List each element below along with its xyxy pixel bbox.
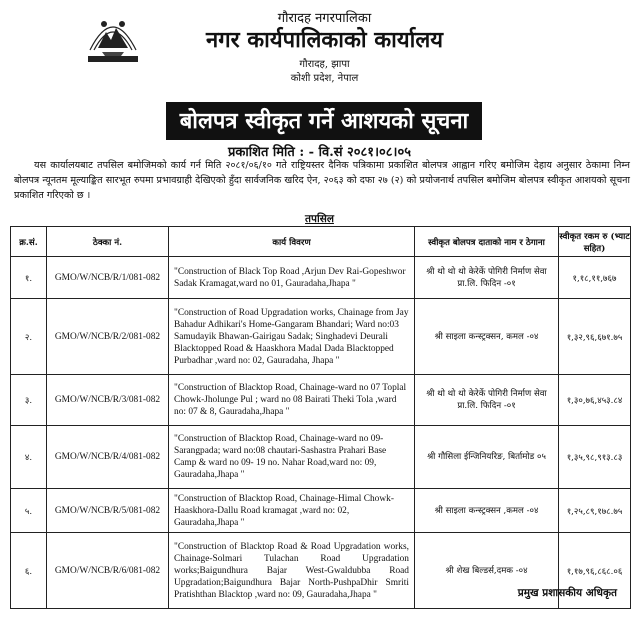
cell-contract: GMO/W/NCB/R/5/081-082	[47, 489, 169, 533]
intro-paragraph: यस कार्यालयबाट तपसिल बमोजिमको कार्य गर्न मिति २०८१/०६/१० गते राष्ट्रियस्तर दैनिक पत्रिकामा प्रकाशित बोलपत्र आह्वान गरिए बमोजिम देहाय अनुसार ठेकामा निम्न बोलपत्र न्यूनतम मूल्याङ्कित सारभूत रुपमा प्रभावग्राही देखिएको हुँदा सार्वजनिक खरिद ऐन, २०६३ को दफा २७ (२) को प्रयोजनार्थ तपसिल बमोजिम बोलपत्र स्वीकृत आशयको सूचना प्रकाशित गरिएको छ ।	[14, 160, 630, 201]
table-row	[11, 489, 631, 533]
publish-date: प्रकाशित मिति : - वि.सं २०८१।०८।०५	[228, 145, 411, 160]
cell-work: "Construction of Blacktop Road & Road Upgradation works, Chainage-Solmari Tulachan Road Upgradation works;Baigundhura Bajar West-Gwaldubba Road Upgradation;Baigundhura Bajar North-PushpaDhir Smriti Pratishthan Blacktop ,ward no: 09, Gauradaha,Jhapa "	[169, 533, 415, 609]
cell-amount: १,१८,११,७६७	[559, 257, 631, 299]
cell-bidder: श्री थो थो थो केरेर्के पोगिरी निर्माण सेवा प्रा.लि. फिदिन -०१	[415, 257, 559, 299]
cell-bidder: श्री शेख बिल्डर्स,दमक -०४	[415, 533, 559, 609]
signatory-title: प्रमुख प्रशासकीय अधिकृत	[517, 587, 617, 599]
cell-contract: GMO/W/NCB/R/6/081-082	[47, 533, 169, 609]
table-row	[11, 257, 631, 299]
award-table	[10, 226, 631, 609]
cell-sn: १.	[11, 257, 47, 299]
table-row	[11, 375, 631, 426]
office-province: कोशी प्रदेश, नेपाल	[290, 73, 359, 84]
cell-bidder: श्री गौसिला ईन्जिनियरिङ, बिर्तामोड ०५	[415, 426, 559, 489]
office-title: नगर कार्यपालिकाको कार्यालय	[206, 27, 443, 53]
cell-amount: १,३०,७६,४५३.८४	[559, 375, 631, 426]
cell-bidder: श्री थो थो थो केरेर्के पोगिरी निर्माण सेवा प्रा.लि. फिदिन -०१	[415, 375, 559, 426]
office-location: गौरादह, झापा	[299, 59, 350, 70]
cell-contract: GMO/W/NCB/R/2/081-082	[47, 299, 169, 375]
cell-work: "Construction of Road Upgradation works, Chainage from Jay Bahadur Adhikari's Home-Gangaram Bhandari; Ward no:03 Samudayik Bhawan-Gairigau Sadak; Singhadevi Deurali Blacktopped Road & Haaskhora Madal Dada Blacktopped Purbadhar ,ward no: 02, Gauradaha, Jhapa "	[169, 299, 415, 375]
cell-contract: GMO/W/NCB/R/1/081-082	[47, 257, 169, 299]
col-header-work: कार्य विवरण	[169, 227, 415, 257]
table-heading: तपसिल	[305, 213, 334, 225]
cell-amount: १,३५,९८,९१३.८३	[559, 426, 631, 489]
cell-sn: ६.	[11, 533, 47, 609]
cell-amount: १,१७,९६,८६८.०६	[559, 533, 631, 609]
col-header-contract: ठेक्का नं.	[47, 227, 169, 257]
cell-contract: GMO/W/NCB/R/3/081-082	[47, 375, 169, 426]
cell-bidder: श्री साइला कन्स्ट्रक्सन ,कमल -०४	[415, 489, 559, 533]
cell-work: "Construction of Blacktop Road, Chainage-Himal Chowk-Haaskhora-Dallu Road kramagat ,ward no: 02, Gauradaha,Jhapa "	[169, 489, 415, 533]
table-row	[11, 426, 631, 489]
cell-amount: १,३२,९६,६७१.७५	[559, 299, 631, 375]
cell-contract: GMO/W/NCB/R/4/081-082	[47, 426, 169, 489]
cell-amount: १,२५,८९,१७८.७५	[559, 489, 631, 533]
cell-sn: ३.	[11, 375, 47, 426]
col-header-sn: क्र.सं.	[11, 227, 47, 257]
notice-title-banner: बोलपत्र स्वीकृत गर्ने आशयको सूचना	[166, 102, 482, 140]
table-row	[11, 299, 631, 375]
cell-sn: ५.	[11, 489, 47, 533]
cell-sn: ४.	[11, 426, 47, 489]
cell-work: "Construction of Blacktop Road, Chainage-ward no 09-Sarangpada; ward no:08 chautari-Sashastra Prahari Base Camp & ward no 09- 19 no. Nahar Road,ward no: 09, Gauradaha,Jhapa "	[169, 426, 415, 489]
col-header-amount: स्वीकृत रकम रु (भ्याट सहित)	[559, 227, 631, 257]
col-header-bidder: स्वीकृत बोलपत्र दाताको नाम र ठेगाना	[415, 227, 559, 257]
cell-work: "Construction of Blacktop Road, Chainage-ward no 07 Toplal Chowk-Jholunge Pul ; ward no 08 Bairati Theki Tola ,ward no: 07 & 8, Gauradaha,Jhapa "	[169, 375, 415, 426]
cell-sn: २.	[11, 299, 47, 375]
cell-bidder: श्री साइला कन्स्ट्रक्सन, कमल -०४	[415, 299, 559, 375]
table-header-row	[11, 227, 631, 257]
cell-work: "Construction of Black Top Road ,Arjun Dev Rai-Gopeshwor Sadak Kramagat,ward no 01, Gauradaha,Jhapa "	[169, 257, 415, 299]
municipality-name: गौरादह नगरपालिका	[277, 11, 372, 26]
